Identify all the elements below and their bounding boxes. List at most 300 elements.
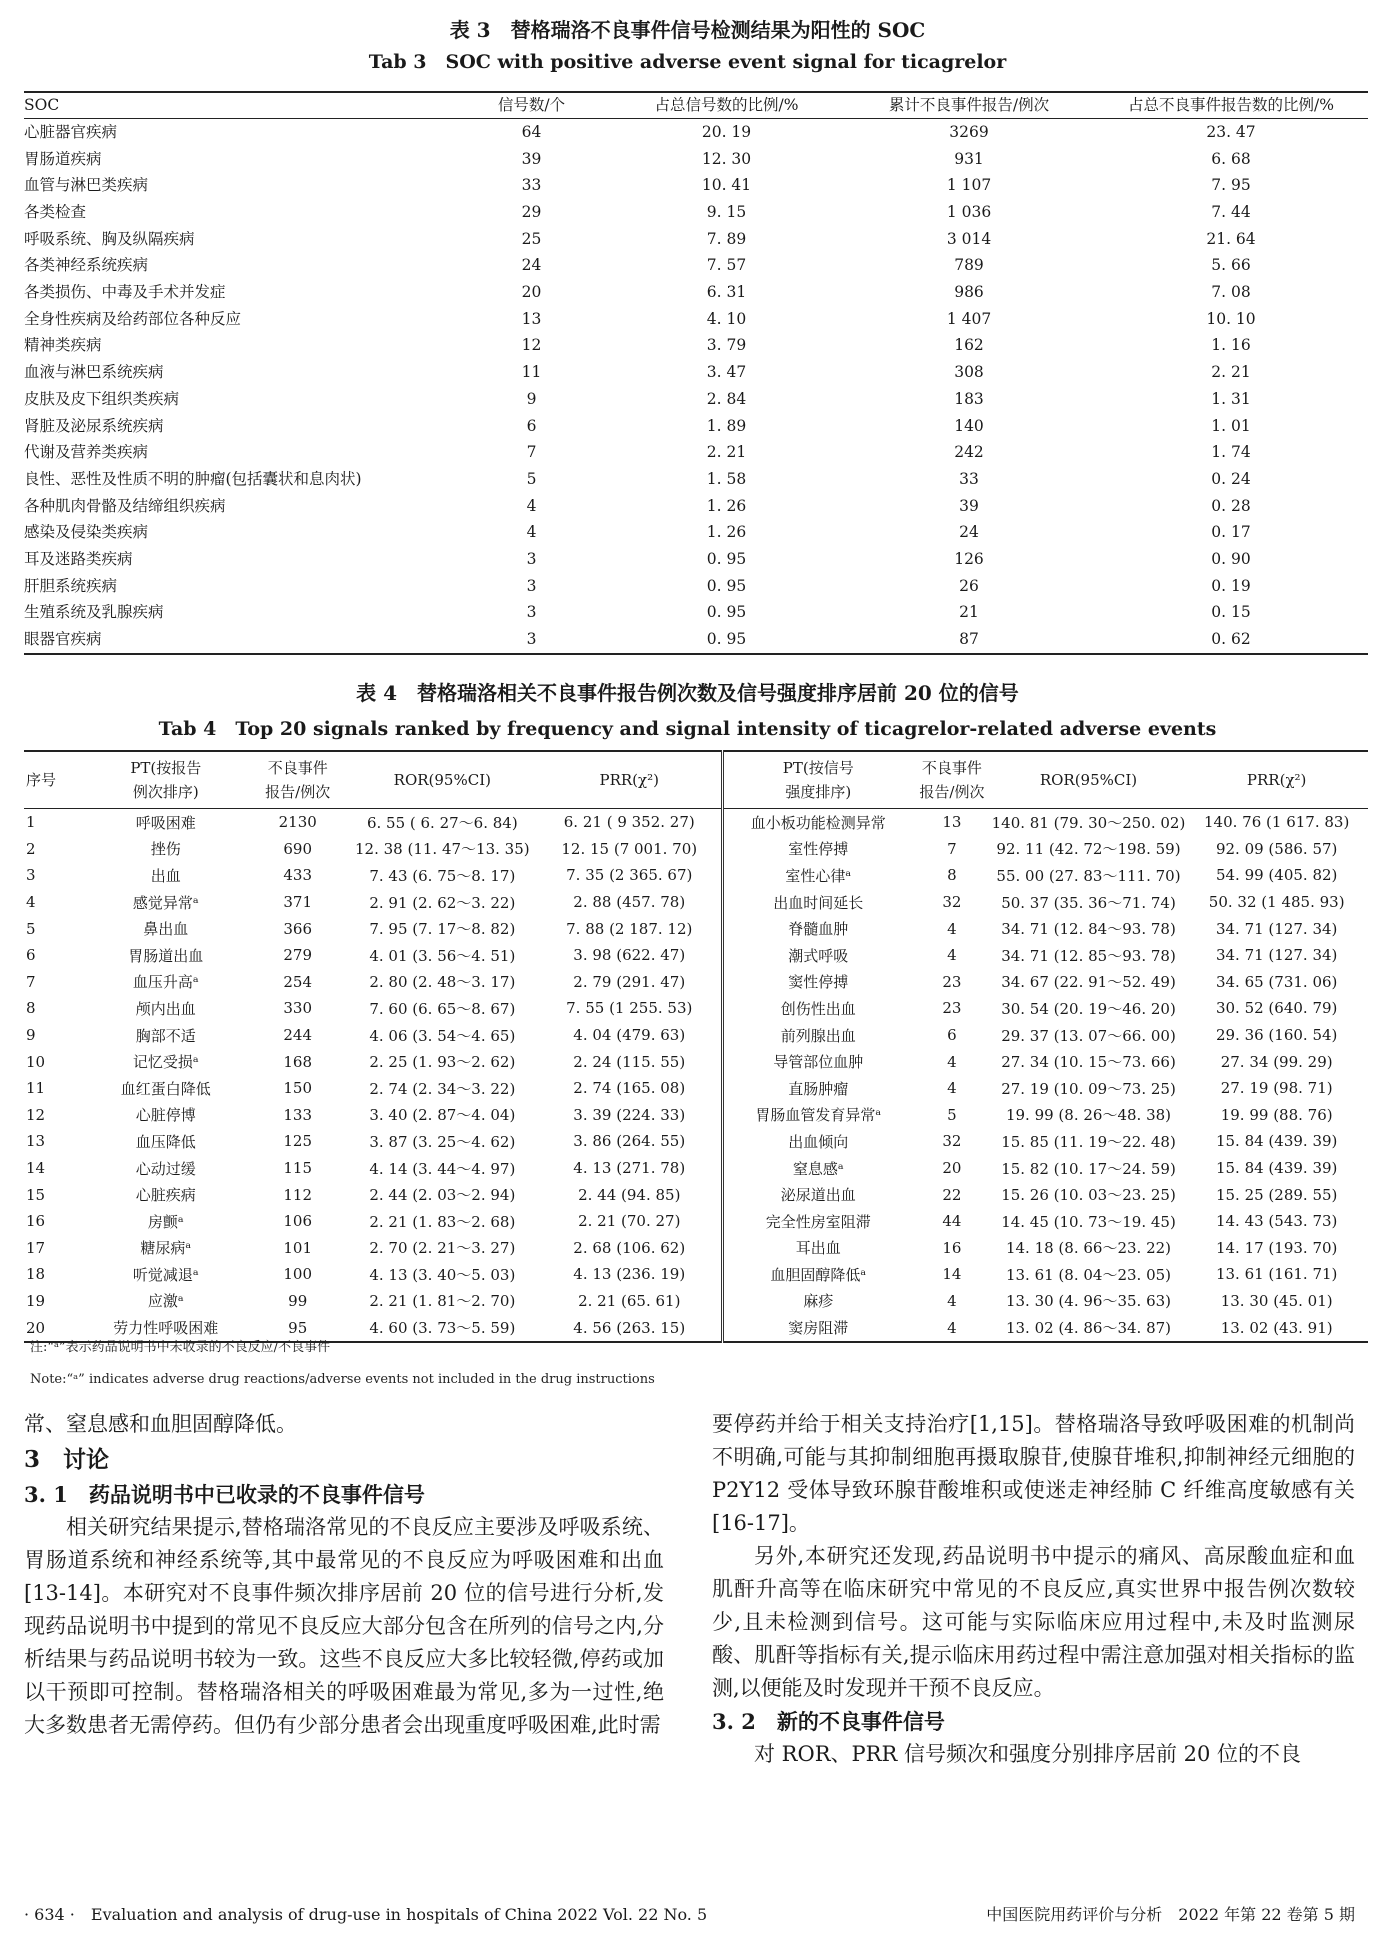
table3-header: 信号数/个 xyxy=(454,92,609,119)
table-cell: 1. 01 xyxy=(1211,416,1251,435)
table-row xyxy=(24,279,1368,306)
table-row xyxy=(24,1048,1368,1075)
table-cell: 3 xyxy=(26,866,36,885)
table-cell: 应激ᵃ xyxy=(147,1292,184,1311)
table-cell: 0. 19 xyxy=(1211,576,1251,595)
right-column xyxy=(712,1408,1355,1771)
table-cell: 10 xyxy=(26,1052,46,1071)
table-row xyxy=(24,333,1368,360)
table-cell: 呼吸系统、胸及纵隔疾病 xyxy=(24,229,195,248)
table-cell: 血胆固醇降低ᵃ xyxy=(770,1265,867,1284)
table-cell: 39 xyxy=(959,496,979,515)
table-cell: 3. 40 (2. 87～4. 04) xyxy=(369,1106,516,1125)
table-cell: 1. 58 xyxy=(706,469,747,488)
table3-header: 占总不良事件报告数的比例/% xyxy=(1094,92,1368,119)
table-cell: 心脏停博 xyxy=(135,1106,196,1125)
table4-note-en: Note:“ᵃ” indicates adverse drug reactions/adverse events not included in the drug instructions xyxy=(30,1372,655,1387)
table-cell: 7. 60 (6. 65～8. 67) xyxy=(369,999,516,1018)
table-cell: 血管与淋巴类疾病 xyxy=(24,176,149,195)
table-cell: 7 xyxy=(526,443,537,462)
table-cell: 7. 55 (1 255. 53) xyxy=(537,995,723,1022)
table-cell: 0. 90 xyxy=(1211,549,1251,568)
table-cell: 140. 76 (1 617. 83) xyxy=(1204,813,1350,832)
table-cell: 19. 99 (88. 76) xyxy=(1220,1105,1333,1124)
table-cell: 前列腺出血 xyxy=(780,1026,856,1045)
table-cell: 13. 30 (45. 01) xyxy=(1220,1291,1333,1310)
table-cell: 胃肠道出血 xyxy=(128,946,204,965)
table-row xyxy=(24,520,1368,547)
table-cell: 血红蛋白降低 xyxy=(120,1079,211,1098)
table-cell: 242 xyxy=(954,443,984,462)
table-cell: 24 xyxy=(959,523,979,542)
table-cell: 32 xyxy=(942,1132,962,1151)
table-cell: 12. 38 (11. 47～13. 35) xyxy=(355,840,530,859)
table-cell: 24 xyxy=(521,256,542,275)
table-cell: 34. 65 (731. 06) xyxy=(1215,972,1338,991)
table-cell: 308 xyxy=(954,363,984,382)
table-cell: 0. 95 xyxy=(706,549,747,568)
table-cell: 23 xyxy=(942,972,962,991)
table-cell: 7 xyxy=(947,839,957,858)
table-cell: 7. 95 xyxy=(1211,176,1251,195)
table-cell: 32 xyxy=(942,893,962,912)
table-cell: 100 xyxy=(283,1265,313,1284)
table-cell: 789 xyxy=(954,256,984,275)
table-cell: 20. 19 xyxy=(701,122,752,141)
table-cell: 潮式呼吸 xyxy=(788,946,849,965)
table-cell: 7. 89 xyxy=(706,229,747,248)
table-cell: 1. 89 xyxy=(706,416,747,435)
table-row xyxy=(24,889,1368,916)
table-cell: 肾脏及泌尿系统疾病 xyxy=(24,416,164,435)
table-row xyxy=(24,226,1368,253)
table-cell: 3 xyxy=(526,549,537,568)
table-cell: 690 xyxy=(283,839,313,858)
table-cell: 16 xyxy=(26,1212,46,1231)
table-cell: 986 xyxy=(954,283,984,302)
table-row xyxy=(24,600,1368,627)
table-cell: 4. 13 (3. 40～5. 03) xyxy=(369,1265,516,1284)
table-cell: 34. 71 (127. 34) xyxy=(1215,946,1338,965)
table-cell: 2. 84 xyxy=(706,389,747,408)
table-cell: 92. 11 (42. 72～198. 59) xyxy=(996,840,1181,859)
table-cell: 5. 66 xyxy=(1211,256,1251,275)
table-cell: 4. 13 (236. 19) xyxy=(537,1261,723,1288)
table-cell: 4 xyxy=(26,893,36,912)
table-cell: 19 xyxy=(26,1291,46,1310)
table-cell: 133 xyxy=(283,1105,313,1124)
table-cell: 2. 25 (1. 93～2. 62) xyxy=(369,1053,516,1072)
table-cell: 窦房阻滞 xyxy=(723,1314,912,1342)
table-cell: 14. 17 (193. 70) xyxy=(1215,1238,1338,1257)
table-cell: 20 xyxy=(24,1314,84,1342)
table4-header: 不良事件 报告/例次 xyxy=(248,751,347,809)
table4 xyxy=(24,750,1368,1343)
table-cell: 330 xyxy=(283,999,313,1018)
table-cell: 血液与淋巴系统疾病 xyxy=(24,363,164,382)
table-cell: 血小板功能检测异常 xyxy=(750,813,886,832)
table-cell: 15. 85 (11. 19～22. 48) xyxy=(1001,1132,1176,1151)
table-cell: 8 xyxy=(947,866,957,885)
table-cell: 1. 31 xyxy=(1211,389,1251,408)
table-cell: 10. 10 xyxy=(1206,309,1256,328)
table-cell: 1. 26 xyxy=(706,496,747,515)
table-row xyxy=(24,1208,1368,1235)
table-row xyxy=(24,915,1368,942)
table-cell: 1 107 xyxy=(946,176,992,195)
table-cell: 感觉异常ᵃ xyxy=(132,893,199,912)
table-cell: 4. 06 (3. 54～4. 65) xyxy=(369,1026,516,1045)
table-cell: 279 xyxy=(283,946,313,965)
table-cell: 14 xyxy=(26,1159,46,1178)
table-cell: 心脏疾病 xyxy=(135,1186,196,1205)
table-cell: 2. 70 (2. 21～3. 27) xyxy=(369,1239,516,1258)
table-cell: 2. 21 xyxy=(706,443,747,462)
table-cell: 导管部位血肿 xyxy=(773,1053,864,1072)
table-cell: 呼吸困难 xyxy=(135,813,196,832)
table-cell: 0. 15 xyxy=(1211,603,1251,622)
table-cell: 全身性疾病及给药部位各种反应 xyxy=(24,309,242,328)
table-cell: 室性停搏 xyxy=(788,840,849,859)
table-cell: 13 xyxy=(942,813,962,832)
table-cell: 433 xyxy=(283,866,313,885)
table-cell: 95 xyxy=(248,1314,347,1342)
table-cell: 4 xyxy=(947,946,957,965)
table-cell: 7. 95 (7. 17～8. 82) xyxy=(369,920,516,939)
table-cell: 33 xyxy=(521,176,542,195)
table-cell: 50. 37 (35. 36～71. 74) xyxy=(1001,893,1176,912)
table-cell: 34. 71 (127. 34) xyxy=(1215,919,1338,938)
table-cell: 3269 xyxy=(949,122,989,141)
table-cell: 19. 99 (8. 26～48. 38) xyxy=(1005,1106,1172,1125)
table-cell: 2. 68 (106. 62) xyxy=(537,1235,723,1262)
table-cell: 87 xyxy=(844,626,1094,654)
table-row xyxy=(24,836,1368,863)
table-cell: 9 xyxy=(26,1026,36,1045)
table-cell: 6 xyxy=(526,416,537,435)
table-cell: 7. 57 xyxy=(706,256,747,275)
table-cell: 15. 84 (439. 39) xyxy=(1215,1132,1338,1151)
table-cell: 4. 10 xyxy=(706,309,747,328)
table-cell: 3 xyxy=(526,603,537,622)
table-cell: 125 xyxy=(283,1132,313,1151)
table-row xyxy=(24,1235,1368,1262)
table-cell: 4. 56 (263. 15) xyxy=(537,1314,723,1342)
table-cell: 血压升高ᵃ xyxy=(132,973,199,992)
table-row xyxy=(24,1102,1368,1129)
table-cell: 931 xyxy=(954,149,984,168)
table-cell: 4 xyxy=(947,1291,957,1310)
table-cell: 创伤性出血 xyxy=(780,999,856,1018)
table-cell: 2. 74 (2. 34～3. 22) xyxy=(369,1079,516,1098)
table-cell: 0. 95 xyxy=(706,576,747,595)
table-cell: 出血时间延长 xyxy=(773,893,864,912)
table4-header: ROR(95%CI) xyxy=(992,751,1186,809)
table-cell: 2. 44 (2. 03～2. 94) xyxy=(369,1186,516,1205)
table-cell: 完全性房室阻滞 xyxy=(765,1212,871,1231)
table-cell: 2 xyxy=(26,839,36,858)
table-cell: 2. 21 xyxy=(1211,363,1251,382)
table-cell: 4. 01 (3. 56～4. 51) xyxy=(369,946,516,965)
paragraph: 另外,本研究还发现,药品说明书中提示的痛风、高尿酸血症和血肌酐升高等在临床研究中常见的不良反应,真实世界中报告例次数较少,且未检测到信号。这可能与实际临床应用过程中,未及时监测尿酸、肌酐等指标有关,提示临床用药过程中需注意加强对相关指标的监测,以便能及时发现并干预不良反应。 xyxy=(712,1544,1355,1700)
table3-header: 占总信号数的比例/% xyxy=(609,92,844,119)
table-row xyxy=(24,173,1368,200)
table-cell: 11 xyxy=(521,363,542,382)
table-cell: 房颤ᵃ xyxy=(147,1212,184,1231)
table-cell: 168 xyxy=(283,1052,313,1071)
paragraph: 对 ROR、PRR 信号频次和强度分别排序居前 20 位的不良 xyxy=(754,1742,1302,1766)
table-cell: 366 xyxy=(283,919,313,938)
table-cell: 6. 31 xyxy=(706,283,747,302)
table4-header: ROR(95%CI) xyxy=(347,751,537,809)
table-cell: 3. 79 xyxy=(706,336,747,355)
table-cell: 14. 45 (10. 73～19. 45) xyxy=(1001,1212,1176,1231)
table-cell: 0. 28 xyxy=(1211,496,1251,515)
table-cell: 9 xyxy=(526,389,537,408)
table-cell: 泌尿道出血 xyxy=(780,1186,856,1205)
table-cell: 1 407 xyxy=(946,309,992,328)
footer-left: · 634 · Evaluation and analysis of drug-use in hospitals of China 2022 Vol. 22 No. 5 xyxy=(24,1905,708,1924)
table-row xyxy=(24,199,1368,226)
table-cell: 劳力性呼吸困难 xyxy=(84,1314,248,1342)
table-cell: 6 xyxy=(26,946,36,965)
table-cell: 13 xyxy=(521,309,542,328)
table-cell: 7. 88 (2 187. 12) xyxy=(537,915,723,942)
table-cell: 3 014 xyxy=(946,229,992,248)
table-cell: 29. 37 (13. 07～66. 00) xyxy=(1001,1026,1176,1045)
table-cell: 皮肤及皮下组织类疾病 xyxy=(24,389,180,408)
table-cell: 0. 95 xyxy=(706,603,747,622)
section-heading: 3 讨论 xyxy=(24,1446,110,1473)
table-cell: 心动过缓 xyxy=(135,1159,196,1178)
table-cell: 室性心律ᵃ xyxy=(785,866,852,885)
table-cell: 7. 43 (6. 75～8. 17) xyxy=(369,866,516,885)
table-row xyxy=(24,359,1368,386)
table-cell: 5 xyxy=(526,469,537,488)
table-cell: 生殖系统及乳腺疾病 xyxy=(24,603,164,622)
table-cell: 5 xyxy=(26,919,36,938)
table4-header: PRR(χ²) xyxy=(1185,751,1368,809)
table-row xyxy=(24,386,1368,413)
table-cell: 17 xyxy=(26,1238,46,1257)
table-row xyxy=(24,862,1368,889)
table-cell: 2. 91 (2. 62～3. 22) xyxy=(369,893,516,912)
table-cell: 14 xyxy=(942,1265,962,1284)
table-cell: 15 xyxy=(26,1185,46,1204)
table-cell: 140. 81 (79. 30～250. 02) xyxy=(991,813,1186,832)
table4-note-zh: 注:“ᵃ”表示药品说明书中未收录的不良反应/不良事件 xyxy=(30,1340,331,1355)
table-cell: 13. 30 (4. 96～35. 63) xyxy=(1005,1292,1172,1311)
table-cell: 7 xyxy=(26,972,36,991)
table-cell: 7. 08 xyxy=(1211,283,1251,302)
table-cell: 15. 25 (289. 55) xyxy=(1215,1185,1338,1204)
table-cell: 13. 02 (4. 86～34. 87) xyxy=(992,1314,1186,1342)
table-cell: 34. 67 (22. 91～52. 49) xyxy=(1001,973,1176,992)
table-cell: 心脏器官疾病 xyxy=(24,122,118,141)
table3 xyxy=(24,91,1368,655)
table-cell: 23. 47 xyxy=(1206,122,1256,141)
table-cell: 99 xyxy=(288,1291,308,1310)
table-cell: 3. 87 (3. 25～4. 62) xyxy=(369,1132,516,1151)
table-cell: 胃肠血管发育异常ᵃ xyxy=(755,1106,882,1125)
table-cell: 33 xyxy=(959,469,979,488)
table-cell: 2. 21 (70. 27) xyxy=(537,1208,723,1235)
table-cell: 窒息感ᵃ xyxy=(792,1159,844,1178)
table-row xyxy=(24,493,1368,520)
table-cell: 糖尿病ᵃ xyxy=(140,1239,192,1258)
paragraph: 相关研究结果提示,替格瑞洛常见的不良反应主要涉及呼吸系统、胃肠道系统和神经系统等,其中最常见的不良反应为呼吸困难和出血[13-14]。本研究对不良事件频次排序居前 20 位的信号进行分析,发现药品说明书中提到的常见不良反应大部分包含在所列的信号之内,分析结果与药品说明书较为一致。这些不良反应大多比较轻微,停药或加以干预即可控制。替格瑞洛相关的呼吸困难最为常见,多为一过性,绝大多数患者无需停药。但仍有少部分患者会出现重度呼吸困难,此时需 xyxy=(24,1515,664,1737)
table-cell: 4. 14 (3. 44～4. 97) xyxy=(369,1159,516,1178)
table-cell: 12. 15 (7 001. 70) xyxy=(537,836,723,863)
table-cell: 183 xyxy=(954,389,984,408)
table-cell: 代谢及营养类疾病 xyxy=(24,443,149,462)
table-cell: 2. 88 (457. 78) xyxy=(537,889,723,916)
table-cell: 3. 39 (224. 33) xyxy=(537,1102,723,1129)
table-cell: 11 xyxy=(26,1079,46,1098)
table-cell: 感染及侵染类疾病 xyxy=(24,523,149,542)
table-cell: 26 xyxy=(959,576,979,595)
table-row xyxy=(24,146,1368,173)
table-cell: 6. 68 xyxy=(1211,149,1251,168)
table-cell: 听觉减退ᵃ xyxy=(132,1265,199,1284)
table-cell: 5 xyxy=(947,1105,957,1124)
table-cell: 13. 61 (161. 71) xyxy=(1215,1265,1338,1284)
table4-header: PT(按信号 强度排序) xyxy=(723,751,912,809)
table-cell: 2. 24 (115. 55) xyxy=(537,1048,723,1075)
table-cell: 106 xyxy=(283,1212,313,1231)
table-cell: 27. 19 (98. 71) xyxy=(1220,1079,1333,1098)
table-cell: 挫伤 xyxy=(150,840,181,859)
table-cell: 10. 41 xyxy=(701,176,752,195)
table-cell: 21 xyxy=(959,603,979,622)
table-row xyxy=(24,809,1368,836)
table-cell: 各种肌肉骨骼及结缔组织疾病 xyxy=(24,496,226,515)
table-cell: 15. 84 (439. 39) xyxy=(1215,1159,1338,1178)
table-cell: 21. 64 xyxy=(1206,229,1256,248)
table-row xyxy=(24,1288,1368,1315)
table-cell: 耳及迷路类疾病 xyxy=(24,549,133,568)
table-cell: 精神类疾病 xyxy=(24,336,102,355)
table-cell: 34. 71 (12. 85～93. 78) xyxy=(1001,946,1176,965)
table-cell: 4. 13 (271. 78) xyxy=(537,1155,723,1182)
table-cell: 各类神经系统疾病 xyxy=(24,256,149,275)
table-cell: 麻疹 xyxy=(803,1292,834,1311)
table-cell: 3 xyxy=(526,576,537,595)
table-row xyxy=(24,413,1368,440)
footer-right: 中国医院用药评价与分析 2022 年第 22 卷第 5 期 xyxy=(986,1905,1355,1924)
table-cell: 0. 95 xyxy=(609,626,844,654)
table-cell: 6. 21 ( 9 352. 27) xyxy=(537,809,723,836)
table-cell: 1. 16 xyxy=(1211,336,1251,355)
table-cell: 颅内出血 xyxy=(135,999,196,1018)
table-cell: 64 xyxy=(521,122,542,141)
table3-title-en: Tab 3 SOC with positive adverse event signal for ticagrelor xyxy=(368,51,1007,73)
table-cell: 3. 47 xyxy=(706,363,747,382)
table-row xyxy=(24,969,1368,996)
table-cell: 良性、恶性及性质不明的肿瘤(包括囊状和息肉状) xyxy=(24,469,362,488)
table-cell: 12 xyxy=(26,1105,46,1124)
table-row xyxy=(24,1261,1368,1288)
table-cell: 14. 18 (8. 66～23. 22) xyxy=(1005,1239,1172,1258)
table-cell: 92. 09 (586. 57) xyxy=(1215,839,1338,858)
table-cell: 44 xyxy=(942,1212,962,1231)
table-cell: 54. 99 (405. 82) xyxy=(1215,866,1338,885)
table-cell: 50. 32 (1 485. 93) xyxy=(1208,893,1345,912)
table-cell: 126 xyxy=(954,549,984,568)
table-row xyxy=(24,306,1368,333)
table-cell: 2130 xyxy=(278,813,317,832)
table-cell: 4 xyxy=(947,1052,957,1071)
table-cell: 胸部不适 xyxy=(135,1026,196,1045)
table-cell: 1 xyxy=(26,813,36,832)
table-cell: 27. 34 (10. 15～73. 66) xyxy=(1001,1053,1176,1072)
table3-title-zh: 表 3 替格瑞洛不良事件信号检测结果为阳性的 SOC xyxy=(449,18,926,42)
table-row xyxy=(24,253,1368,280)
table-cell: 23 xyxy=(942,999,962,1018)
table-cell: 12. 30 xyxy=(701,149,752,168)
table-row xyxy=(24,1128,1368,1155)
table-row xyxy=(24,1075,1368,1102)
table-cell: 22 xyxy=(942,1185,962,1204)
table-cell: 胃肠道疾病 xyxy=(24,149,102,168)
table-cell: 12 xyxy=(521,336,542,355)
paragraph: 要停药并给于相关支持治疗[1,15]。替格瑞洛导致呼吸困难的机制尚不明确,可能与其抑制细胞再摄取腺苷,使腺苷堆积,抑制神经元细胞的 P2Y12 受体导致环腺苷酸堆积或使迷走神经肺 C 纤维高度敏感有关[16-17]。 xyxy=(712,1412,1355,1535)
table-cell: 出血 xyxy=(150,866,181,885)
table-cell: 13 xyxy=(26,1132,46,1151)
table-cell: 各类检查 xyxy=(24,203,87,221)
table-cell: 4. 60 (3. 73～5. 59) xyxy=(347,1314,537,1342)
table-cell: 140 xyxy=(954,416,984,435)
table-cell: 窦性停搏 xyxy=(788,973,849,992)
subsection-heading: 3. 2 新的不良事件信号 xyxy=(712,1709,945,1734)
table-cell: 鼻出血 xyxy=(143,920,189,939)
table3-header: 累计不良事件报告/例次 xyxy=(844,92,1094,119)
table-cell: 4 xyxy=(947,1079,957,1098)
table-cell: 115 xyxy=(283,1159,313,1178)
table-row xyxy=(24,1022,1368,1049)
table-cell: 13. 61 (8. 04～23. 05) xyxy=(1005,1265,1172,1284)
table-cell: 27. 19 (10. 09～73. 25) xyxy=(1001,1079,1176,1098)
table4-header-row xyxy=(24,751,1368,809)
table3-header-row xyxy=(24,92,1368,119)
table-cell: 2. 21 (65. 61) xyxy=(537,1288,723,1315)
subsection-heading: 3. 1 药品说明书中已收录的不良事件信号 xyxy=(24,1482,425,1507)
table-cell: 20 xyxy=(521,283,542,302)
table-cell: 162 xyxy=(954,336,984,355)
table4-header: PRR(χ²) xyxy=(537,751,723,809)
table-cell: 30. 54 (20. 19～46. 20) xyxy=(1001,999,1176,1018)
table-cell: 7. 44 xyxy=(1211,203,1251,221)
table-cell: 出血倾向 xyxy=(788,1132,849,1151)
table-cell: 254 xyxy=(283,972,313,991)
table-cell: 2. 80 (2. 48～3. 17) xyxy=(369,973,516,992)
table-row xyxy=(24,546,1368,573)
table-cell: 39 xyxy=(521,149,542,168)
table3-header: SOC xyxy=(24,92,454,119)
table4-title-en: Tab 4 Top 20 signals ranked by frequency and signal intensity of ticagrelor-related adverse events xyxy=(158,718,1217,740)
table-cell: 16 xyxy=(942,1238,962,1257)
table-cell: 4 xyxy=(526,496,537,515)
table-cell: 1. 26 xyxy=(706,523,747,542)
table-cell: 4 xyxy=(526,523,537,542)
table-cell: 9. 15 xyxy=(706,203,747,221)
table-row xyxy=(24,626,1368,654)
table-cell: 耳出血 xyxy=(795,1239,841,1258)
table-cell: 101 xyxy=(283,1238,313,1257)
table-row xyxy=(24,1181,1368,1208)
table-cell: 34. 71 (12. 84～93. 78) xyxy=(1001,920,1176,939)
table-cell: 15. 26 (10. 03～23. 25) xyxy=(1001,1186,1176,1205)
